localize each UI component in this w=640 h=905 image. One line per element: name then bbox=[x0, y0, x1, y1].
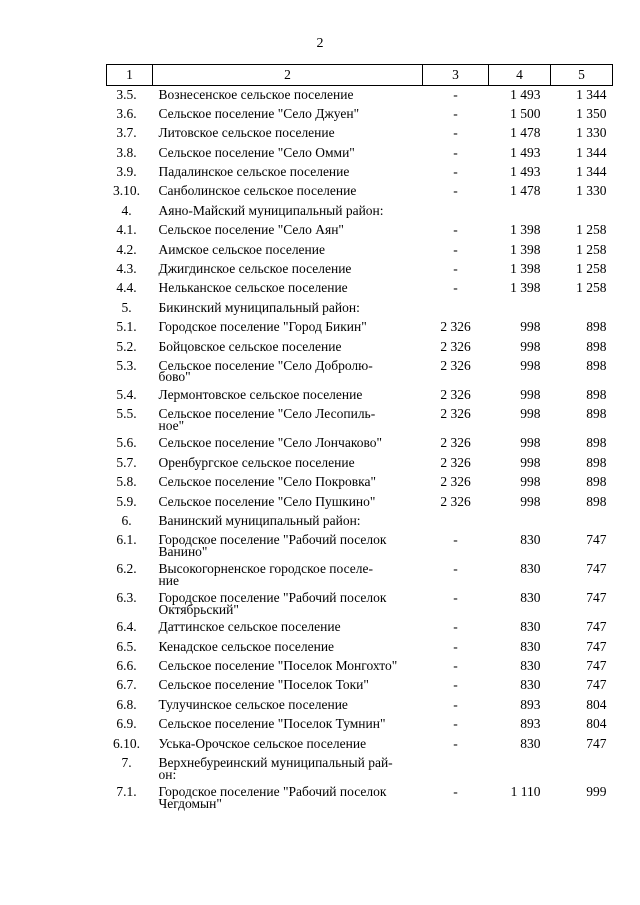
settlement-name bbox=[153, 357, 423, 386]
settlement-name bbox=[153, 473, 423, 492]
table-row bbox=[107, 144, 613, 163]
row-number: 6.2. bbox=[116, 561, 137, 577]
table-row bbox=[107, 86, 613, 105]
value-col-3 bbox=[423, 202, 489, 221]
value-col-4 bbox=[489, 512, 551, 531]
row-number: 5.3. bbox=[116, 357, 137, 373]
value-col-5: 1 258 bbox=[576, 222, 607, 238]
value-col-3: - bbox=[453, 561, 458, 577]
page-number: 2 bbox=[316, 36, 324, 51]
value-col-3: - bbox=[453, 164, 458, 180]
settlement-name-continuation: Чегдомын" bbox=[158, 795, 222, 811]
settlement-name bbox=[153, 86, 423, 105]
value-col-5: 1 258 bbox=[576, 280, 607, 296]
row-number: 4.4. bbox=[116, 280, 137, 296]
table-row bbox=[107, 512, 613, 531]
row-number: 5.2. bbox=[116, 338, 137, 354]
value-col-4: 830 bbox=[520, 735, 541, 751]
value-col-3: - bbox=[453, 183, 458, 199]
value-col-5: 1 330 bbox=[576, 125, 607, 141]
settlement-name-line: Оренбургское сельское поселение bbox=[158, 454, 355, 470]
settlement-name bbox=[153, 182, 423, 201]
settlement-name bbox=[153, 618, 423, 637]
value-col-3: - bbox=[453, 619, 458, 635]
row-number: 3.9. bbox=[116, 164, 137, 180]
table-row bbox=[107, 696, 613, 715]
value-col-3: 2 326 bbox=[440, 357, 471, 373]
value-col-5: 898 bbox=[586, 493, 607, 509]
value-col-4: 998 bbox=[520, 357, 541, 373]
value-col-5: 898 bbox=[586, 474, 607, 490]
value-col-4: 1 398 bbox=[510, 241, 541, 257]
table-row bbox=[107, 221, 613, 240]
settlement-name-line: Даттинское сельское поселение bbox=[158, 619, 341, 635]
value-col-3: - bbox=[453, 105, 458, 121]
row-number: 6.4. bbox=[116, 619, 137, 635]
settlement-name-line: Уська-Орочское сельское поселение bbox=[158, 735, 367, 751]
value-col-4: 998 bbox=[520, 454, 541, 470]
value-col-5: 747 bbox=[586, 658, 607, 674]
settlement-name bbox=[153, 299, 423, 318]
value-col-4: 1 398 bbox=[510, 280, 541, 296]
value-col-4: 998 bbox=[520, 338, 541, 354]
value-col-5: 804 bbox=[586, 696, 607, 712]
table-row bbox=[107, 473, 613, 492]
value-col-5: 804 bbox=[586, 716, 607, 732]
table-row bbox=[107, 735, 613, 754]
value-col-5: 898 bbox=[586, 454, 607, 470]
settlement-name bbox=[153, 105, 423, 124]
settlement-name bbox=[153, 783, 423, 812]
table-row bbox=[107, 676, 613, 695]
value-col-5 bbox=[551, 202, 613, 221]
settlement-name bbox=[153, 531, 423, 560]
value-col-5: 747 bbox=[586, 532, 607, 548]
value-col-5: 898 bbox=[586, 338, 607, 354]
value-col-3: - bbox=[453, 280, 458, 296]
table-row bbox=[107, 454, 613, 473]
value-col-4: 998 bbox=[520, 386, 541, 402]
row-number: 6.10. bbox=[113, 735, 140, 751]
value-col-5: 898 bbox=[586, 435, 607, 451]
settlement-name-line: Сельское поселение "Село Покровка" bbox=[158, 474, 377, 490]
table-row bbox=[107, 638, 613, 657]
value-col-5: 747 bbox=[586, 561, 607, 577]
row-number: 6.9. bbox=[116, 716, 137, 732]
value-col-3: - bbox=[453, 532, 458, 548]
value-col-3: - bbox=[453, 125, 458, 141]
value-col-5: 747 bbox=[586, 677, 607, 693]
header-col-2: 2 bbox=[153, 65, 423, 86]
table-row bbox=[107, 405, 613, 434]
settlement-name bbox=[153, 589, 423, 618]
value-col-4: 1 110 bbox=[510, 784, 541, 800]
value-col-4: 1 493 bbox=[510, 87, 541, 102]
value-col-5: 1 350 bbox=[576, 105, 607, 121]
settlement-name-line: Санболинское сельское поселение bbox=[158, 183, 357, 199]
value-col-3: - bbox=[453, 784, 458, 800]
value-col-5: 1 344 bbox=[576, 144, 607, 160]
settlement-name bbox=[153, 434, 423, 453]
value-col-3: 2 326 bbox=[440, 435, 471, 451]
settlement-name bbox=[153, 754, 423, 783]
settlement-name-line: Джигдинское сельское поселение bbox=[158, 261, 352, 277]
table-row bbox=[107, 618, 613, 637]
table-row bbox=[107, 279, 613, 298]
row-number: 3.6. bbox=[116, 105, 137, 121]
row-number: 6.3. bbox=[116, 590, 137, 606]
settlement-name bbox=[153, 405, 423, 434]
value-col-4: 1 493 bbox=[510, 144, 541, 160]
settlement-name-line: Сельское поселение "Село Пушкино" bbox=[158, 493, 376, 509]
settlement-name-line: Нельканское сельское поселение bbox=[158, 280, 348, 296]
row-number: 5.5. bbox=[116, 406, 137, 422]
settlement-name-line: Сельское поселение "Село Омми" bbox=[158, 144, 355, 160]
table-row bbox=[107, 531, 613, 560]
settlement-name bbox=[153, 657, 423, 676]
settlement-name bbox=[153, 163, 423, 182]
value-col-5: 1 344 bbox=[576, 164, 607, 180]
value-col-5: 747 bbox=[586, 619, 607, 635]
value-col-4: 830 bbox=[520, 590, 541, 606]
table-row bbox=[107, 338, 613, 357]
row-number: 6. bbox=[121, 512, 132, 528]
value-col-3: 2 326 bbox=[440, 454, 471, 470]
value-col-4: 830 bbox=[520, 638, 541, 654]
row-number: 3.7. bbox=[116, 125, 137, 141]
value-col-3: 2 326 bbox=[440, 474, 471, 490]
settlement-name bbox=[153, 638, 423, 657]
value-col-5: 999 bbox=[586, 784, 607, 800]
value-col-4: 1 398 bbox=[510, 261, 541, 277]
settlement-name bbox=[153, 338, 423, 357]
value-col-4: 1 398 bbox=[510, 222, 541, 238]
value-col-5: 898 bbox=[586, 386, 607, 402]
row-number: 6.8. bbox=[116, 696, 137, 712]
settlement-name-line: Бикинский муниципальный район: bbox=[158, 299, 360, 315]
settlement-name bbox=[153, 221, 423, 240]
value-col-5: 1 258 bbox=[576, 261, 607, 277]
settlement-name bbox=[153, 279, 423, 298]
settlement-name-line: Сельское поселение "Село Аян" bbox=[158, 222, 344, 238]
settlement-name-line: Городское поселение "Рабочий поселок bbox=[158, 784, 387, 800]
settlement-name-line: Бойцовское сельское поселение bbox=[158, 338, 342, 354]
row-number: 6.1. bbox=[116, 532, 137, 548]
settlement-name bbox=[153, 386, 423, 405]
value-col-4: 830 bbox=[520, 658, 541, 674]
value-col-4: 998 bbox=[520, 435, 541, 451]
value-col-3: 2 326 bbox=[440, 493, 471, 509]
settlement-name bbox=[153, 676, 423, 695]
row-number: 6.7. bbox=[116, 677, 137, 693]
settlement-name bbox=[153, 560, 423, 589]
value-col-3: - bbox=[453, 144, 458, 160]
settlement-name bbox=[153, 715, 423, 734]
settlement-name bbox=[153, 144, 423, 163]
value-col-3: - bbox=[453, 696, 458, 712]
settlement-name-continuation: ное" bbox=[158, 417, 185, 433]
table-row bbox=[107, 783, 613, 812]
table-row bbox=[107, 386, 613, 405]
value-col-5: 898 bbox=[586, 357, 607, 373]
table-row bbox=[107, 589, 613, 618]
value-col-4 bbox=[489, 754, 551, 783]
value-col-3: 2 326 bbox=[440, 406, 471, 422]
row-number: 5. bbox=[121, 299, 132, 315]
row-number: 3.5. bbox=[116, 87, 137, 102]
allocation-table bbox=[106, 64, 613, 812]
settlement-name bbox=[153, 241, 423, 260]
settlement-name-line: Падалинское сельское поселение bbox=[158, 164, 350, 180]
row-number: 4.1. bbox=[116, 222, 137, 238]
row-number: 3.10. bbox=[113, 183, 140, 199]
value-col-3: - bbox=[453, 261, 458, 277]
settlement-name-continuation: ние bbox=[158, 572, 179, 588]
table-row bbox=[107, 163, 613, 182]
value-col-5: 747 bbox=[586, 735, 607, 751]
settlement-name bbox=[153, 493, 423, 512]
value-col-5: 1 344 bbox=[576, 87, 607, 102]
settlement-name-line: Сельское поселение "Поселок Токи" bbox=[158, 677, 369, 693]
settlement-name-line: Высокогорненское городское поселе- bbox=[158, 561, 373, 577]
value-col-5: 898 bbox=[586, 406, 607, 422]
settlement-name-continuation: Ванино" bbox=[158, 543, 208, 559]
value-col-4: 1 493 bbox=[510, 164, 541, 180]
table-row bbox=[107, 318, 613, 337]
table-row bbox=[107, 241, 613, 260]
settlement-name bbox=[153, 124, 423, 143]
settlement-name-line: Сельское поселение "Село Лесопиль- bbox=[158, 406, 376, 422]
value-col-3 bbox=[423, 512, 489, 531]
value-col-3: - bbox=[453, 638, 458, 654]
value-col-3: - bbox=[453, 87, 458, 102]
settlement-name-line: Сельское поселение "Село Джуен" bbox=[158, 105, 360, 121]
row-number: 4. bbox=[121, 202, 132, 218]
settlement-name bbox=[153, 735, 423, 754]
value-col-5: 1 258 bbox=[576, 241, 607, 257]
settlement-name-line: Городское поселение "Город Бикин" bbox=[158, 319, 367, 335]
row-number: 5.4. bbox=[116, 386, 137, 402]
value-col-3: - bbox=[453, 658, 458, 674]
settlement-name-line: Сельское поселение "Село Лончаково" bbox=[158, 435, 382, 451]
row-number: 4.2. bbox=[116, 241, 137, 257]
settlement-name bbox=[153, 260, 423, 279]
value-col-3: - bbox=[453, 677, 458, 693]
table-row bbox=[107, 182, 613, 201]
value-col-3: - bbox=[453, 716, 458, 732]
header-col-3: 3 bbox=[423, 65, 489, 86]
table-row bbox=[107, 105, 613, 124]
value-col-4: 1 478 bbox=[510, 183, 541, 199]
table-row bbox=[107, 560, 613, 589]
value-col-4: 998 bbox=[520, 493, 541, 509]
settlement-name-line: Кенадское сельское поселение bbox=[158, 638, 335, 654]
value-col-3: - bbox=[453, 735, 458, 751]
settlement-name-line: Сельское поселение "Поселок Тумнин" bbox=[158, 716, 386, 732]
table-row bbox=[107, 202, 613, 221]
value-col-3: 2 326 bbox=[440, 338, 471, 354]
row-number: 5.6. bbox=[116, 435, 137, 451]
value-col-4: 893 bbox=[520, 696, 541, 712]
row-number: 6.6. bbox=[116, 658, 137, 674]
row-number: 3.8. bbox=[116, 144, 137, 160]
settlement-name-line: Сельское поселение "Село Добролю- bbox=[158, 357, 373, 373]
table-row bbox=[107, 357, 613, 386]
table-row bbox=[107, 434, 613, 453]
row-number: 5.9. bbox=[116, 493, 137, 509]
value-col-3: - bbox=[453, 241, 458, 257]
settlement-name-line: Аимское сельское поселение bbox=[158, 241, 325, 257]
value-col-4: 830 bbox=[520, 619, 541, 635]
settlement-name-line: Вознесенское сельское поселение bbox=[158, 87, 354, 102]
row-number: 5.1. bbox=[116, 319, 137, 335]
table-header-row bbox=[107, 65, 613, 86]
value-col-5: 747 bbox=[586, 590, 607, 606]
row-number: 5.7. bbox=[116, 454, 137, 470]
value-col-4: 1 478 bbox=[510, 125, 541, 141]
settlement-name-line: Аяно-Майский муниципальный район: bbox=[158, 202, 384, 218]
settlement-name bbox=[153, 512, 423, 531]
settlement-name-line: Городское поселение "Рабочий поселок bbox=[158, 532, 387, 548]
value-col-5 bbox=[551, 754, 613, 783]
value-col-5 bbox=[551, 512, 613, 531]
settlement-name bbox=[153, 696, 423, 715]
value-col-3: 2 326 bbox=[440, 386, 471, 402]
settlement-name-continuation: бово" bbox=[158, 369, 191, 385]
settlement-name-line: Тулучинское сельское поселение bbox=[158, 696, 348, 712]
value-col-4: 830 bbox=[520, 677, 541, 693]
settlement-name-line: Лермонтовское сельское поселение bbox=[158, 386, 363, 402]
header-col-1: 1 bbox=[107, 65, 153, 86]
settlement-name-line: Верхнебуреинский муниципальный рай- bbox=[158, 755, 393, 771]
settlement-name bbox=[153, 318, 423, 337]
table-row bbox=[107, 299, 613, 318]
settlement-name bbox=[153, 454, 423, 473]
header-col-4: 4 bbox=[489, 65, 551, 86]
value-col-4: 998 bbox=[520, 406, 541, 422]
value-col-4: 1 500 bbox=[510, 105, 541, 121]
settlement-name-line: Городское поселение "Рабочий поселок bbox=[158, 590, 387, 606]
settlement-name-line: Сельское поселение "Поселок Монгохто" bbox=[158, 658, 398, 674]
table-body bbox=[107, 86, 613, 813]
settlement-name bbox=[153, 202, 423, 221]
settlement-name-continuation: он: bbox=[158, 766, 177, 782]
value-col-5 bbox=[551, 299, 613, 318]
row-number: 7.1. bbox=[116, 784, 137, 800]
settlement-name-line: Литовское сельское поселение bbox=[158, 125, 335, 141]
value-col-5: 1 330 bbox=[576, 183, 607, 199]
value-col-5: 898 bbox=[586, 319, 607, 335]
table-row bbox=[107, 493, 613, 512]
row-number: 4.3. bbox=[116, 261, 137, 277]
value-col-4 bbox=[489, 299, 551, 318]
value-col-4: 998 bbox=[520, 319, 541, 335]
table-row bbox=[107, 754, 613, 783]
table-row bbox=[107, 657, 613, 676]
header-col-5: 5 bbox=[551, 65, 613, 86]
row-number: 5.8. bbox=[116, 474, 137, 490]
value-col-3: - bbox=[453, 590, 458, 606]
value-col-4: 830 bbox=[520, 532, 541, 548]
settlement-name-line: Ванинский муниципальный район: bbox=[158, 512, 361, 528]
settlement-name-continuation: Октябрьский" bbox=[158, 601, 239, 617]
value-col-4: 893 bbox=[520, 716, 541, 732]
value-col-4: 830 bbox=[520, 561, 541, 577]
row-number: 7. bbox=[121, 755, 132, 771]
value-col-3 bbox=[423, 754, 489, 783]
value-col-5: 747 bbox=[586, 638, 607, 654]
value-col-3 bbox=[423, 299, 489, 318]
value-col-3: - bbox=[453, 222, 458, 238]
value-col-4: 998 bbox=[520, 474, 541, 490]
value-col-3: 2 326 bbox=[440, 319, 471, 335]
value-col-4 bbox=[489, 202, 551, 221]
row-number: 6.5. bbox=[116, 638, 137, 654]
table-row bbox=[107, 124, 613, 143]
table-row bbox=[107, 715, 613, 734]
table-row bbox=[107, 260, 613, 279]
